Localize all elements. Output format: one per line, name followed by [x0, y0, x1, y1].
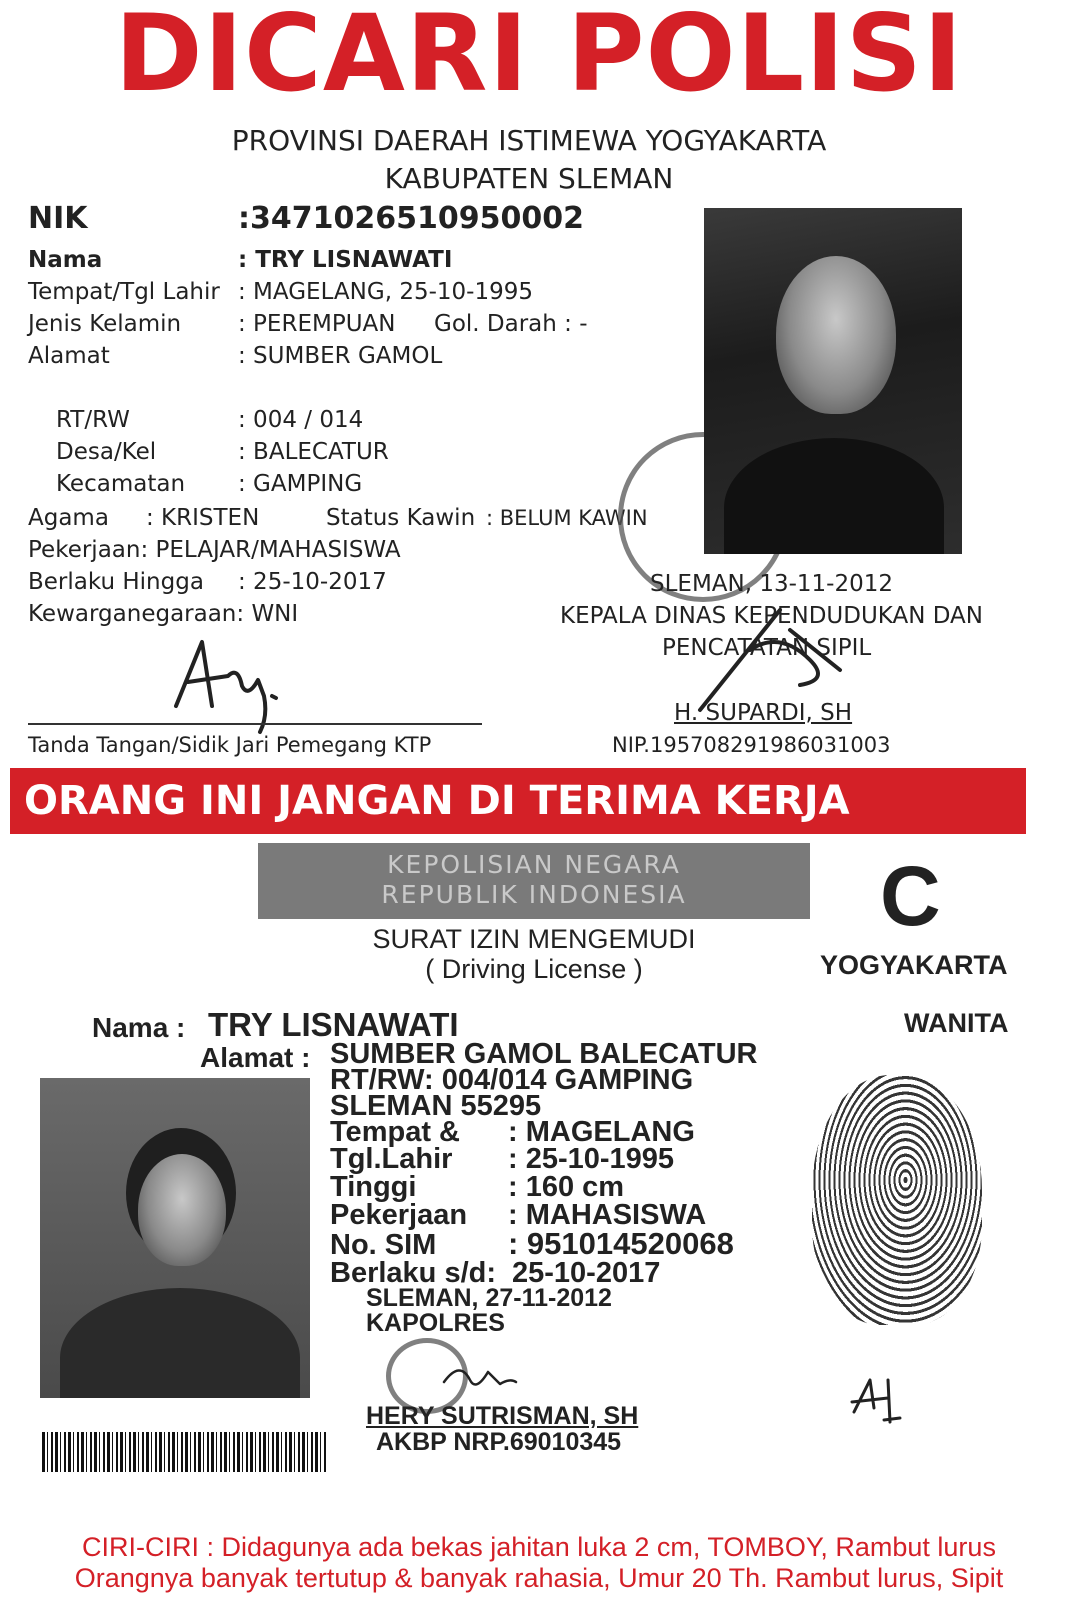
- ktp-official-title-1: KEPALA DINAS KEPENDUDUKAN DAN: [560, 603, 983, 629]
- sim-photo: [40, 1078, 310, 1398]
- ktp-holder-sig-caption: Tanda Tangan/Sidik Jari Pemegang KTP: [28, 733, 432, 757]
- sim-subtitle: ( Driving License ): [425, 954, 643, 984]
- sim-berlaku-value: 25-10-2017: [512, 1257, 661, 1289]
- sim-barcode-icon: [42, 1432, 328, 1472]
- sim-ttl-label-1: Tempat &: [330, 1116, 460, 1148]
- ktp-official-name: H. SUPARDI, SH: [674, 700, 853, 726]
- ktp-photo-shoulders-icon: [724, 438, 944, 554]
- sim-alamat-label: Alamat :: [200, 1042, 311, 1073]
- ktp-berlaku-value: : 25-10-2017: [238, 569, 387, 595]
- sim-ttl-value-1: : MAGELANG: [508, 1116, 695, 1148]
- fingerprint-icon: [812, 1075, 982, 1325]
- sim-pekerjaan-label: Pekerjaan: [330, 1199, 468, 1231]
- sim-holder-signature-icon: [848, 1372, 914, 1428]
- ktp-holder-signature-icon: [168, 636, 308, 736]
- ktp-nama-label: Nama: [28, 247, 103, 273]
- sim-nosim-value: : 951014520068: [508, 1226, 734, 1261]
- sim-berlaku-label: Berlaku s/d:: [330, 1257, 496, 1289]
- ktp-rtrw-label: RT/RW: [56, 407, 130, 433]
- ktp-agama-value: : KRISTEN: [146, 505, 260, 531]
- ktp-berlaku-label: Berlaku Hingga: [28, 569, 204, 595]
- ktp-nik-value: :3471026510950002: [238, 201, 584, 236]
- ktp-kecamatan-label: Kecamatan: [56, 471, 186, 497]
- ciri-line-2: Orangnya banyak tertutup & banyak rahasia, Umur 20 Th. Rambut lurus, Sipit: [74, 1563, 1004, 1593]
- ktp-nama-value: : TRY LISNAWATI: [238, 247, 453, 273]
- sim-title: SURAT IZIN MENGEMUDI: [372, 924, 696, 954]
- sim-header-line-2: REPUBLIK INDONESIA: [381, 880, 687, 909]
- sim-photo-shoulders-icon: [60, 1288, 300, 1398]
- sim-ttl-value-2: : 25-10-1995: [508, 1143, 675, 1175]
- sim-nama-value: TRY LISNAWATI: [208, 1006, 459, 1043]
- sim-gender: WANITA: [904, 1008, 1009, 1038]
- ktp-kecamatan-value: : GAMPING: [238, 471, 363, 497]
- ktp-agama-label: Agama: [28, 505, 109, 531]
- sim-officer-nrp: AKBP NRP.69010345: [376, 1428, 622, 1456]
- ktp-gender-value: : PEREMPUAN: [238, 311, 396, 337]
- sim-police-header: [258, 843, 810, 919]
- sim-ttl-label-2: Tgl.Lahir: [330, 1143, 453, 1175]
- sim-pekerjaan-value: : MAHASISWA: [508, 1199, 707, 1231]
- ktp-status-value: : BELUM KAWIN: [486, 506, 648, 530]
- ktp-alamat-label: Alamat: [28, 343, 110, 369]
- ktp-ttl-value: : MAGELANG, 25-10-1995: [238, 279, 533, 305]
- ktp-signature-line: [28, 723, 482, 725]
- ktp-pekerjaan: Pekerjaan: PELAJAR/MAHASISWA: [28, 537, 401, 563]
- ktp-kewarganegaraan: Kewarganegaraan: WNI: [28, 601, 299, 627]
- ktp-nik-label: NIK: [28, 201, 88, 236]
- ktp-desa-value: : BALECATUR: [238, 439, 389, 465]
- sim-header-line-1: KEPOLISIAN NEGARA: [387, 850, 681, 879]
- sim-region: YOGYAKARTA: [820, 950, 1008, 980]
- sim-nosim-label: No. SIM: [330, 1229, 437, 1261]
- ktp-desa-label: Desa/Kel: [56, 439, 157, 465]
- sim-kapolres: KAPOLRES: [366, 1309, 505, 1337]
- ktp-status-label: Status Kawin: [326, 505, 476, 531]
- ktp-alamat-value: : SUMBER GAMOL: [238, 343, 443, 369]
- ciri-line-1: CIRI-CIRI : Didagunya ada bekas jahitan luka 2 cm, TOMBOY, Rambut lurus: [82, 1532, 996, 1562]
- ktp-ttl-label: Tempat/Tgl Lahir: [28, 279, 220, 305]
- ktp-blood-type: Gol. Darah : -: [434, 311, 588, 337]
- ktp-rtrw-value: : 004 / 014: [238, 407, 364, 433]
- ktp-official-title-2: PENCATATAN SIPIL: [662, 635, 872, 661]
- ktp-issued: SLEMAN, 13-11-2012: [650, 571, 894, 597]
- ktp-photo: [704, 208, 962, 554]
- sim-nama-label: Nama :: [92, 1012, 186, 1043]
- sim-alamat-line-1: SUMBER GAMOL BALECATUR: [330, 1038, 758, 1070]
- ktp-photo-face-icon: [776, 256, 896, 414]
- sim-issued: SLEMAN, 27-11-2012: [366, 1284, 612, 1312]
- sim-alamat-line-3: SLEMAN 55295: [330, 1090, 542, 1122]
- sim-tinggi-value: : 160 cm: [508, 1171, 625, 1203]
- sim-class: C: [880, 849, 941, 943]
- sim-tinggi-label: Tinggi: [330, 1171, 417, 1203]
- headline: DICARI POLISI: [114, 0, 964, 115]
- ktp-gender-label: Jenis Kelamin: [28, 311, 182, 337]
- sim-officer-signature-icon: [440, 1352, 520, 1402]
- ktp-regency: KABUPATEN SLEMAN: [384, 162, 674, 195]
- sim-photo-face-icon: [138, 1154, 226, 1266]
- ktp-official-nip: NIP.195708291986031003: [612, 733, 891, 757]
- ktp-card: [0, 0, 1078, 760]
- warning-banner: ORANG INI JANGAN DI TERIMA KERJA: [10, 768, 1026, 834]
- sim-officer-name: HERY SUTRISMAN, SH: [366, 1402, 639, 1430]
- sim-alamat-line-2: RT/RW: 004/014 GAMPING: [330, 1064, 694, 1096]
- ktp-province: PROVINSI DAERAH ISTIMEWA YOGYAKARTA: [231, 124, 827, 157]
